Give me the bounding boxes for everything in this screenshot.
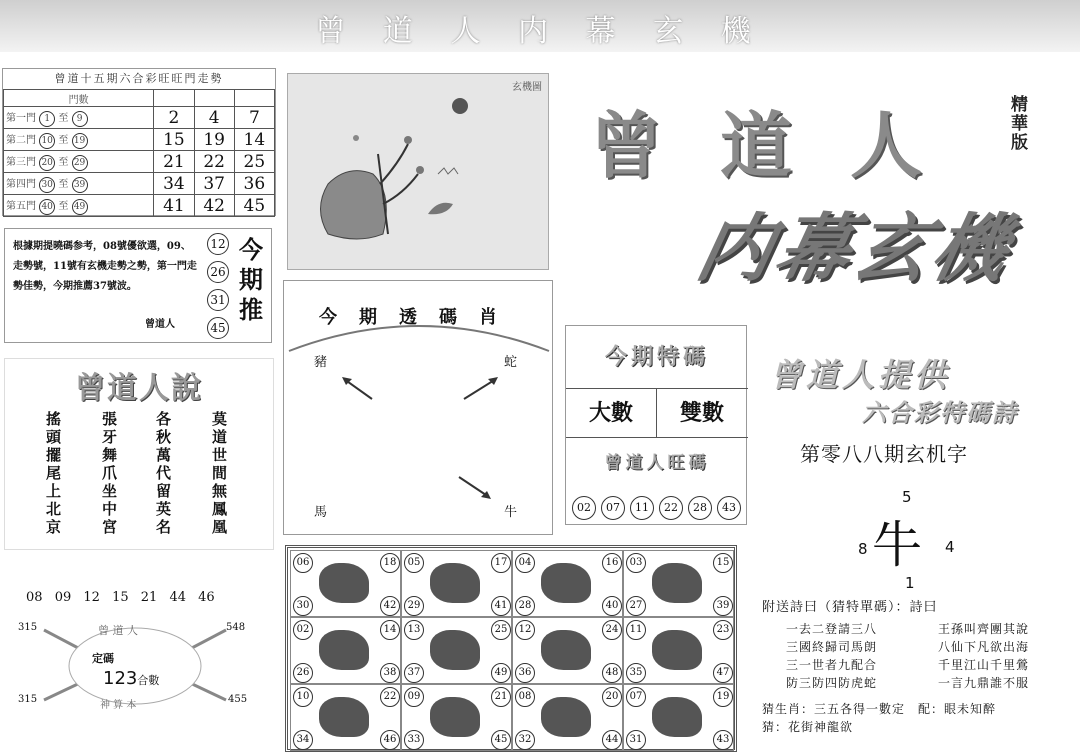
table-cell: 41 (154, 195, 194, 217)
gate-sep: 至 (58, 178, 69, 190)
saying-column: 莫道世間無鳳凰 (210, 411, 228, 537)
table-row (4, 173, 275, 195)
grid-number: 17 (491, 553, 511, 573)
circle-center-label: 定碼 (92, 652, 114, 665)
grid-number: 33 (404, 730, 424, 750)
special-number: 07 (601, 496, 625, 520)
number: 21 (140, 590, 158, 605)
saying-title: 曾道人說 (75, 371, 203, 406)
grid-number: 44 (602, 730, 622, 750)
table-cell: 25 (234, 151, 274, 173)
zodiac-animal-picture (541, 697, 591, 737)
character-left-number: 8 (858, 540, 868, 558)
transparent-zodiac-panel (283, 280, 553, 535)
grid-number: 15 (713, 553, 733, 573)
zodiac-animal-picture (430, 697, 480, 737)
zodiac-animal-picture (319, 630, 369, 670)
grid-cell (290, 550, 401, 617)
gate-label: 第四門 (6, 178, 36, 190)
grid-cell (401, 550, 512, 617)
column-header (234, 90, 274, 107)
special-number-panel (565, 325, 747, 525)
title-main: 曾道人 (590, 103, 981, 188)
character-right-number: 4 (945, 538, 955, 556)
table-cell: 45 (234, 195, 274, 217)
gate-sep: 至 (58, 134, 69, 146)
gate-sep: 至 (58, 200, 69, 212)
table-header: 曾道十五期六合彩旺旺門走勢 (54, 72, 224, 85)
grid-cell (512, 617, 623, 684)
grid-number: 40 (602, 596, 622, 616)
table-row (4, 195, 275, 217)
grid-cell (290, 617, 401, 684)
grid-number: 18 (380, 553, 400, 573)
zodiac-arrows (284, 281, 554, 536)
grid-number: 24 (602, 620, 622, 640)
grid-cell (401, 684, 512, 751)
gate-label: 第二門 (6, 134, 36, 146)
grid-number: 14 (380, 620, 400, 640)
painting-illustration (288, 74, 548, 269)
forecast-signature: 曾道人 (145, 319, 175, 330)
circle-bottom-label: 神 算 本 (100, 700, 137, 711)
gate-start: 40 (39, 199, 55, 215)
zodiac-title: 今期透碼肖 (319, 307, 519, 328)
grid-cell (401, 617, 512, 684)
corner-number: 548 (226, 622, 246, 633)
zodiac-animal-picture (541, 563, 591, 603)
gate-sep: 至 (58, 112, 69, 124)
forecast-number: 12 (207, 233, 229, 255)
table-row (4, 129, 275, 151)
table-cell: 4 (194, 107, 234, 129)
special-number: 28 (688, 496, 712, 520)
table-cell: 34 (154, 173, 194, 195)
painting-label: 玄機圖 (512, 82, 542, 93)
zodiac-animal-picture (319, 697, 369, 737)
grid-number: 23 (713, 620, 733, 640)
grid-number: 07 (626, 687, 646, 707)
grid-number: 46 (380, 730, 400, 750)
grid-number: 08 (515, 687, 535, 707)
gate-sep: 至 (58, 156, 69, 168)
table-cell: 19 (194, 129, 234, 151)
grid-cell (512, 684, 623, 751)
grid-number: 27 (626, 596, 646, 616)
grid-cell (623, 684, 734, 751)
grid-number: 06 (293, 553, 313, 573)
grid-number: 21 (491, 687, 511, 707)
gate-cell (4, 195, 154, 217)
circle-top-label: 曾 道 人 (98, 624, 138, 637)
grid-number: 48 (602, 663, 622, 683)
special-options (566, 388, 748, 438)
column-header: 門數 (4, 90, 154, 107)
grid-number: 13 (404, 620, 424, 640)
gate-end: 9 (72, 111, 88, 127)
grid-number: 22 (380, 687, 400, 707)
gate-end: 19 (72, 133, 88, 149)
issue-title: 第零八八期玄机字 (800, 442, 968, 466)
grid-number: 02 (293, 620, 313, 640)
table-cell: 37 (194, 173, 234, 195)
zodiac-horse: 馬 (314, 505, 328, 520)
gate-cell (4, 129, 154, 151)
forecast-number: 45 (207, 317, 229, 339)
special-number: 02 (572, 496, 596, 520)
poem-line: 八仙下凡欲出海 (938, 640, 1030, 654)
gate-label: 第一門 (6, 112, 36, 124)
zodiac-animal-picture (430, 563, 480, 603)
grid-number: 45 (491, 730, 511, 750)
saying-column: 張牙舞爪坐中宮 (100, 411, 118, 537)
saying-column: 搖頭擺尾上北京 (44, 411, 62, 537)
forecast-number: 31 (207, 289, 229, 311)
circle-value (103, 668, 159, 689)
grid-number: 42 (380, 596, 400, 616)
corner-number: 315 (18, 694, 38, 705)
character-bottom-number: 1 (905, 574, 915, 592)
zodiac-animal-picture (430, 630, 480, 670)
poem-title: 六合彩特碼詩 (862, 398, 1018, 427)
table-cell: 36 (234, 173, 274, 195)
special-number: 11 (630, 496, 654, 520)
gate-cell (4, 173, 154, 195)
number: 44 (169, 590, 186, 605)
grid-number: 36 (515, 663, 535, 683)
grid-number: 31 (626, 730, 646, 750)
trend-table (3, 89, 275, 217)
grid-number: 16 (602, 553, 622, 573)
poem-head: 附送詩曰（猜特單碼）：詩曰 (762, 600, 938, 615)
zodiac-animal-picture (319, 563, 369, 603)
grid-number: 04 (515, 553, 535, 573)
zodiac-number-grid (285, 545, 737, 752)
option-even: 雙數 (679, 400, 724, 426)
forecast-text: 根據期提曉碼参考，08號優欲選，09、走勢號，11號有玄機走勢之勢，第一門走勢佳勢，今期推薦37號波。 (13, 241, 197, 292)
provider-title: 曾道人提供 (770, 356, 951, 394)
poem-guess: 猜生肖：三五各得一數定 配：眼未知醉 (762, 702, 997, 716)
gate-start: 1 (39, 111, 55, 127)
poem-line: 三國終歸司馬朗 (786, 640, 878, 654)
poem-line: 千里江山千里鶯 (938, 658, 1030, 672)
table-cell: 2 (154, 107, 194, 129)
gate-cell (4, 107, 154, 129)
number: 15 (112, 590, 129, 605)
grid-cell (512, 550, 623, 617)
grid-number: 38 (380, 663, 400, 683)
poem-line: 王孫叫齊團其說 (938, 622, 1030, 636)
grid-number: 26 (293, 663, 313, 683)
zodiac-animal-picture (652, 563, 702, 603)
zodiac-snake: 蛇 (504, 355, 518, 370)
ink-painting (287, 73, 549, 270)
gate-trend-table (2, 68, 276, 216)
title-badge: 精華版 (1007, 95, 1027, 152)
grid-number: 20 (602, 687, 622, 707)
poem-line: 防三防四防虎蛇 (786, 676, 878, 690)
gate-label: 第三門 (6, 156, 36, 168)
gate-start: 30 (39, 177, 55, 193)
grid-number: 32 (515, 730, 535, 750)
grid-number: 47 (713, 663, 733, 683)
grid-number: 39 (713, 596, 733, 616)
corner-number: 455 (228, 694, 248, 705)
grid-number: 35 (626, 663, 646, 683)
poem-line: 一言九鼎誰不服 (938, 676, 1030, 690)
grid-number: 37 (404, 663, 424, 683)
number: 46 (198, 590, 215, 605)
corner-number: 315 (18, 622, 38, 633)
special-subtitle: 曾道人旺碼 (604, 453, 710, 473)
table-cell: 7 (234, 107, 274, 129)
column-header (154, 90, 194, 107)
grid-number: 28 (515, 596, 535, 616)
gate-start: 10 (39, 133, 55, 149)
special-number: 22 (659, 496, 683, 520)
number: 08 (26, 590, 43, 605)
title-sub: 内幕玄機 (689, 206, 1020, 292)
table-cell: 42 (194, 195, 234, 217)
gate-end: 29 (72, 155, 88, 171)
table-cell: 22 (194, 151, 234, 173)
number: 12 (83, 590, 100, 605)
circle-value-number: 123 (103, 668, 138, 689)
grid-number: 30 (293, 596, 313, 616)
grid-number: 19 (713, 687, 733, 707)
grid-number: 12 (515, 620, 535, 640)
forecast-label: 今期推 (239, 235, 263, 324)
grid-number: 09 (404, 687, 424, 707)
special-number: 43 (717, 496, 741, 520)
number: 09 (54, 590, 72, 605)
poem-line: 三一世者九配合 (786, 658, 878, 672)
table-row (4, 151, 275, 173)
grid-number: 11 (626, 620, 646, 640)
zodiac-ox: 牛 (504, 505, 518, 520)
grid-number: 10 (293, 687, 313, 707)
grid-number: 05 (404, 553, 424, 573)
special-title: 今期特碼 (604, 344, 709, 370)
table-cell: 21 (154, 151, 194, 173)
gate-cell (4, 151, 154, 173)
option-big: 大數 (566, 389, 657, 437)
poem-guess-2: 猜：花街神龍欲 (762, 720, 854, 734)
circle-value-suffix: 合數 (137, 674, 160, 687)
poem-line: 一去二登請三八 (786, 622, 878, 636)
grid-number: 34 (293, 730, 313, 750)
table-cell: 15 (154, 129, 194, 151)
gate-start: 20 (39, 155, 55, 171)
character-top-number: 5 (902, 488, 912, 506)
saying-column: 各秋萬代留英名 (154, 411, 172, 537)
zodiac-animal-picture (652, 630, 702, 670)
grid-number: 43 (713, 730, 733, 750)
banner-title: 曾 道 人 内 幕 玄 機 (315, 14, 765, 49)
table-cell: 14 (234, 129, 274, 151)
saying-panel (4, 358, 274, 550)
gate-end: 39 (72, 177, 88, 193)
grid-cell (623, 617, 734, 684)
grid-number: 41 (491, 596, 511, 616)
mystery-character: 牛 (872, 516, 922, 574)
grid-number: 25 (491, 620, 511, 640)
grid-cell (290, 684, 401, 751)
zodiac-animal-picture (652, 697, 702, 737)
zodiac-animal-picture (541, 630, 591, 670)
grid-number: 29 (404, 596, 424, 616)
table-row (4, 107, 275, 129)
zodiac-pig: 豬 (314, 355, 328, 370)
gate-end: 49 (72, 199, 88, 215)
grid-cell (623, 550, 734, 617)
grid-number: 49 (491, 663, 511, 683)
grid-number: 03 (626, 553, 646, 573)
forecast-number: 26 (207, 261, 229, 283)
column-header (194, 90, 234, 107)
forecast-panel (4, 228, 272, 343)
gate-label: 第五門 (6, 200, 36, 212)
